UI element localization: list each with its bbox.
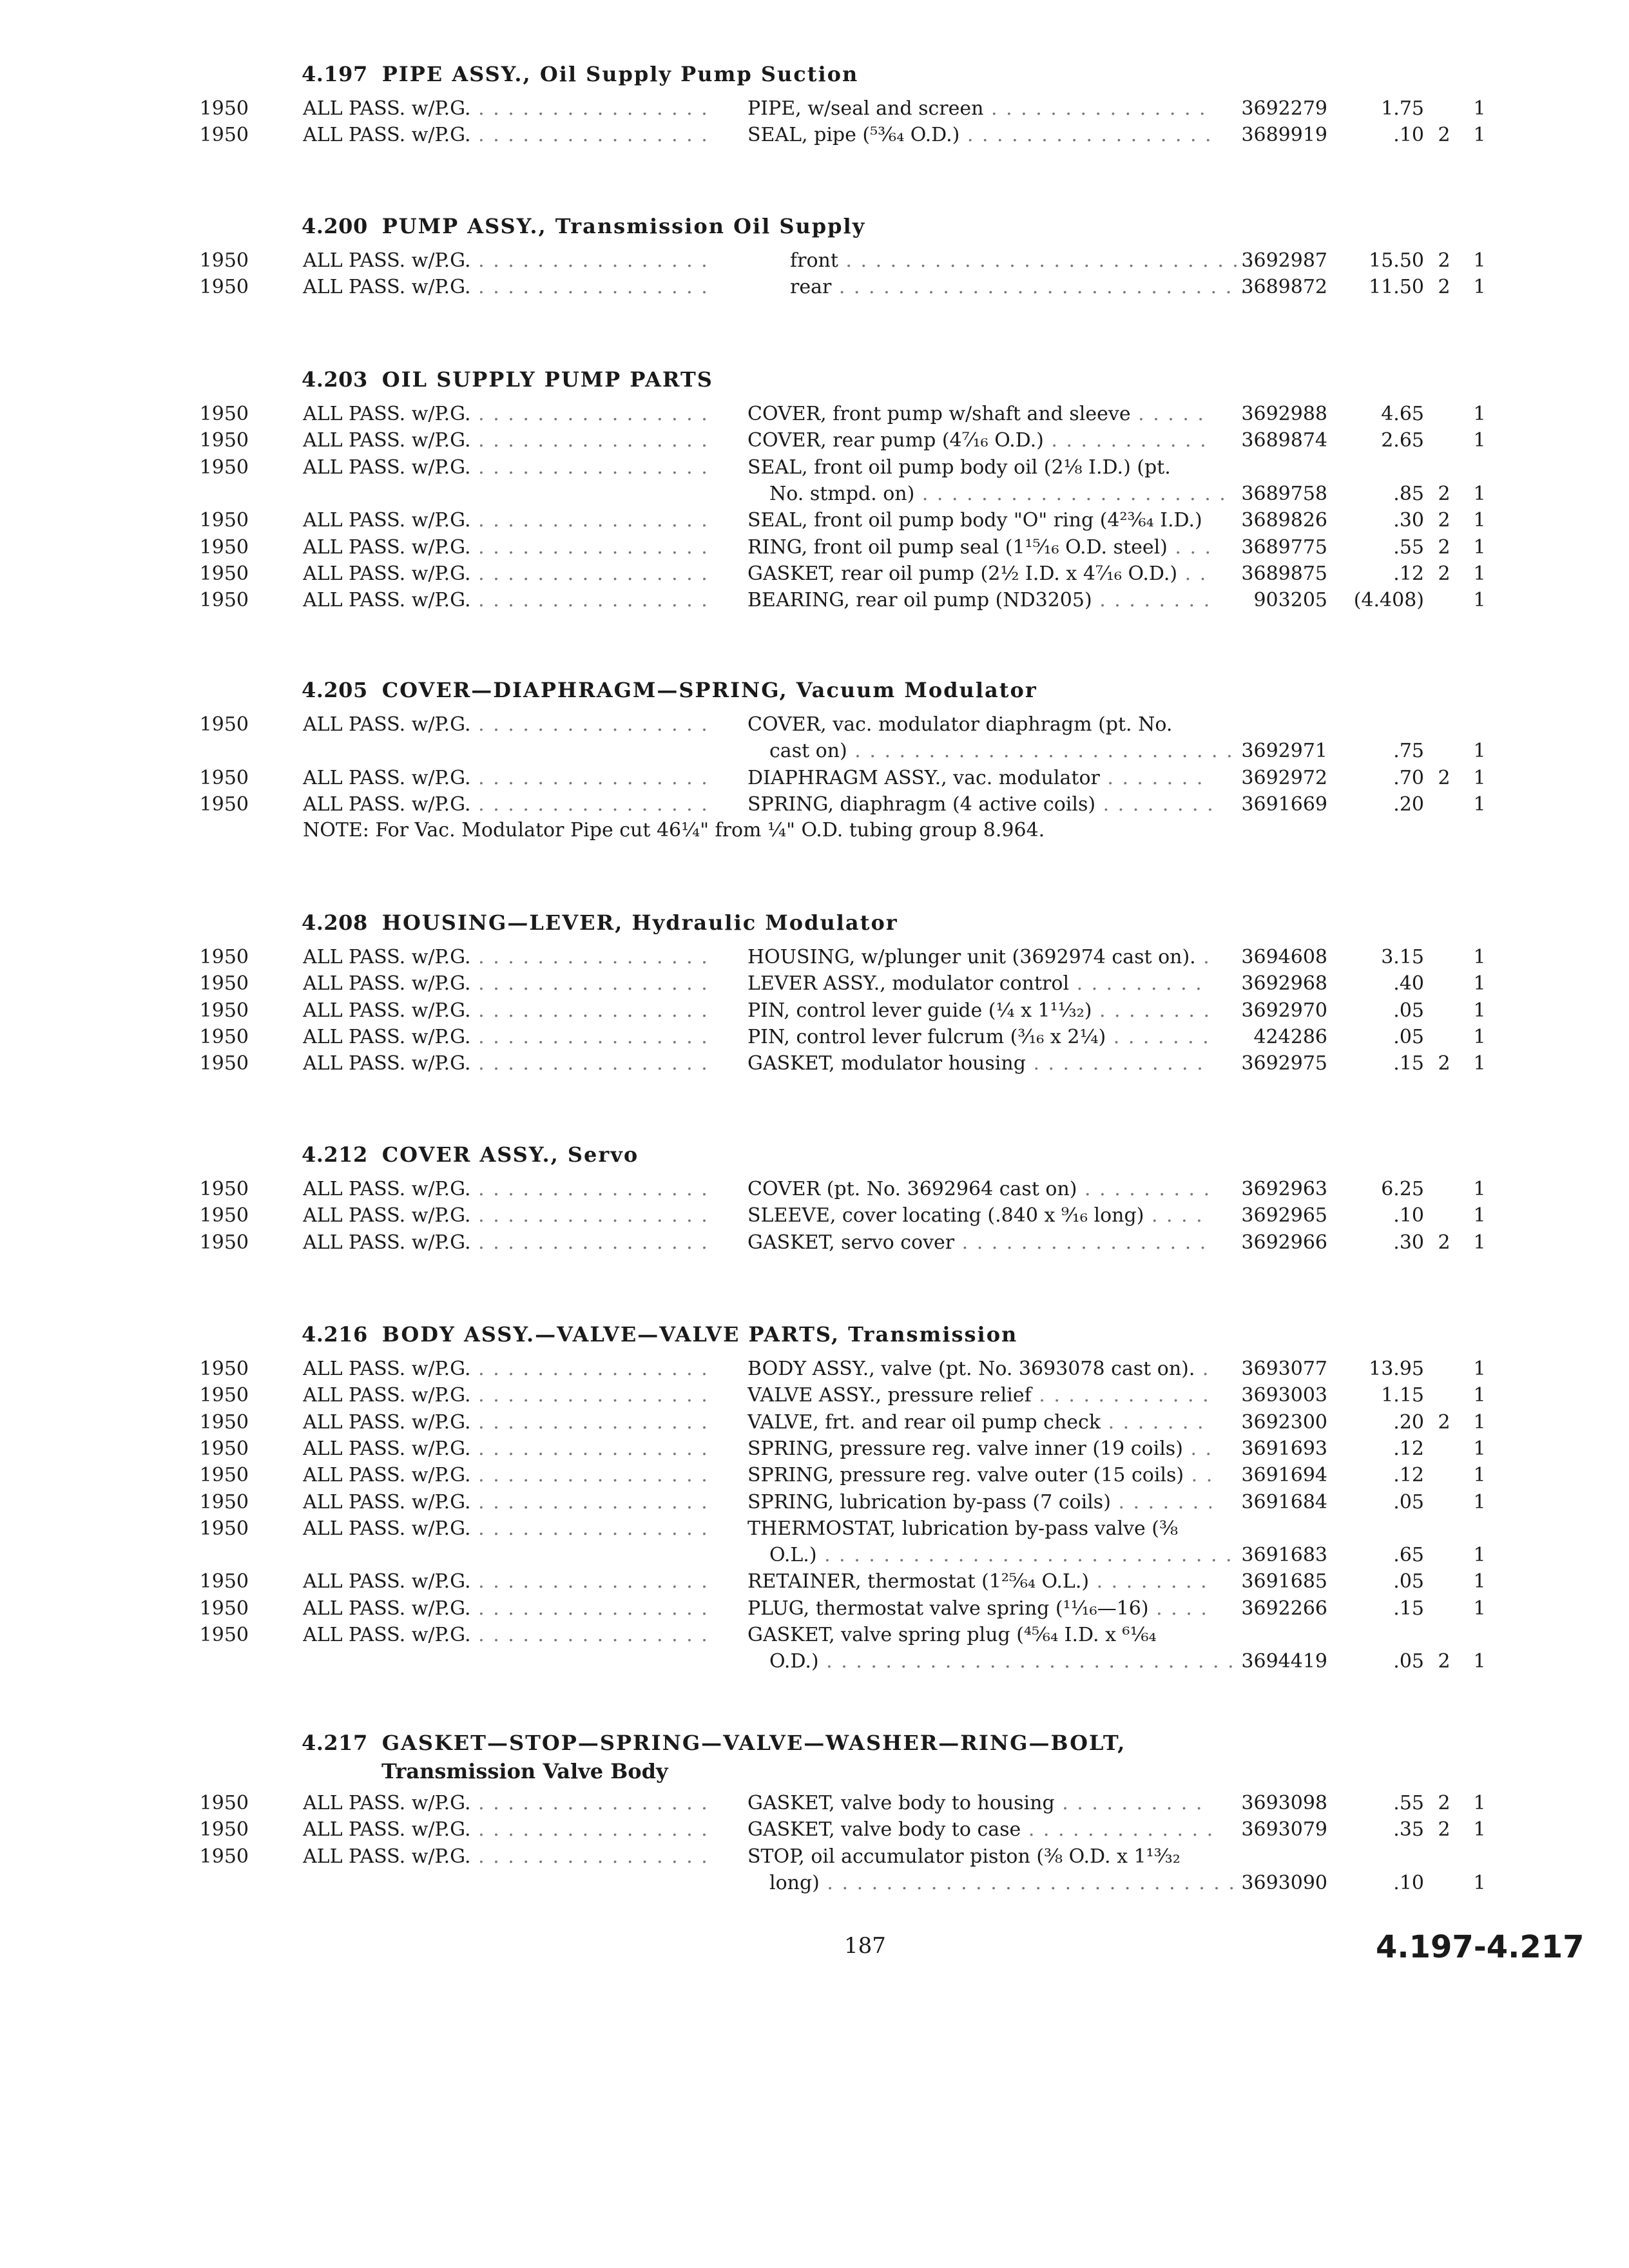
table-row: [0, 454, 1629, 481]
year-cell: 1950: [199, 535, 249, 559]
year-cell: 1950: [199, 1624, 249, 1646]
description-cell: cast on) . . .: [769, 738, 1233, 765]
price-cell: 11.50: [1369, 276, 1424, 299]
part-number-cell: 3691669: [1241, 793, 1327, 816]
quantity-cell: 1: [1473, 1818, 1486, 1841]
model-cell: ALL PASS. w/P.G. . . .: [303, 1816, 709, 1843]
part-number-cell: 3693098: [1241, 1792, 1327, 1814]
model-cell: ALL PASS. w/P.G. . . .: [303, 427, 709, 454]
code-cell: 2: [1438, 482, 1451, 505]
description-cell: PLUG, thermostat valve spring (¹¹⁄₁₆—16) . . .: [747, 1595, 1211, 1622]
quantity-cell: 1: [1473, 972, 1486, 995]
code-cell: 2: [1438, 124, 1451, 147]
year-cell: 1950: [199, 1178, 249, 1200]
year-cell: 1950: [199, 999, 249, 1022]
price-cell: .05: [1393, 1650, 1424, 1673]
table-row: [0, 1515, 1629, 1542]
part-number-cell: 3692965: [1241, 1204, 1327, 1227]
quantity-cell: 1: [1473, 1204, 1486, 1227]
part-number-cell: 3693079: [1241, 1818, 1327, 1841]
section-title: PUMP ASSY., Transmission Oil Supply: [381, 214, 866, 238]
model-cell: ALL PASS. w/P.G. . . .: [303, 1568, 709, 1595]
section-title: GASKET—STOP—SPRING—VALVE—WASHER—RING—BOLT,: [381, 1731, 1126, 1755]
year-cell: 1950: [199, 1597, 249, 1620]
part-number-cell: 3689826: [1241, 509, 1327, 532]
model-cell: ALL PASS. w/P.G. . . .: [303, 561, 709, 588]
year-cell: 1950: [199, 1570, 249, 1593]
description-cell: GASKET, modulator housing . . .: [747, 1050, 1211, 1077]
model-cell: ALL PASS. w/P.G. . . .: [303, 454, 709, 481]
price-cell: .10: [1393, 1204, 1424, 1227]
description-cell: HOUSING, w/plunger unit (3692974 cast on). . . .: [747, 944, 1211, 971]
year-cell: 1950: [199, 1517, 249, 1540]
model-cell: ALL PASS. w/P.G. . . .: [303, 1176, 709, 1203]
description-cell: BODY ASSY., valve (pt. No. 3693078 cast on). . . .: [747, 1356, 1211, 1383]
model-cell: ALL PASS. w/P.G. . . .: [303, 791, 709, 818]
quantity-cell: 1: [1473, 124, 1486, 147]
code-cell: 2: [1438, 766, 1451, 789]
quantity-cell: 1: [1473, 482, 1486, 505]
code-cell: 2: [1438, 249, 1451, 272]
quantity-cell: 1: [1473, 429, 1486, 452]
part-number-cell: 3692266: [1241, 1597, 1327, 1620]
model-cell: ALL PASS. w/P.G. . . .: [303, 944, 709, 971]
code-cell: 2: [1438, 1818, 1451, 1841]
section-number: 4.217: [302, 1731, 368, 1755]
price-cell: 1.75: [1381, 97, 1424, 120]
section-number: 4.197: [302, 62, 368, 86]
description-cell: PIPE, w/seal and screen . . .: [747, 95, 1211, 122]
price-cell: .30: [1393, 509, 1424, 532]
part-number-cell: 3692972: [1241, 766, 1327, 789]
model-cell: ALL PASS. w/P.G. . . .: [303, 247, 709, 274]
quantity-cell: 1: [1473, 509, 1486, 532]
description-cell: VALVE, frt. and rear oil pump check . . .: [747, 1409, 1211, 1436]
code-cell: 2: [1438, 562, 1451, 585]
quantity-cell: 1: [1473, 1178, 1486, 1200]
model-cell: ALL PASS. w/P.G. . . .: [303, 997, 709, 1024]
price-cell: .10: [1393, 124, 1424, 147]
price-cell: 4.65: [1381, 403, 1424, 425]
price-cell: .20: [1393, 793, 1424, 816]
table-row: [0, 1382, 1629, 1409]
model-cell: ALL PASS. w/P.G. . . .: [303, 970, 709, 997]
table-row: [0, 401, 1629, 428]
price-cell: .30: [1393, 1231, 1424, 1254]
year-cell: 1950: [199, 1437, 249, 1460]
code-cell: 2: [1438, 1650, 1451, 1673]
model-cell: ALL PASS. w/P.G. . . .: [303, 1202, 709, 1229]
description-cell: O.L.) . . .: [769, 1542, 1233, 1569]
description-cell: RETAINER, thermostat (1²⁵⁄₆₄ O.L.) . . .: [747, 1568, 1211, 1595]
table-row: [0, 1050, 1629, 1077]
price-cell: .05: [1393, 1490, 1424, 1514]
year-cell: 1950: [199, 972, 249, 995]
part-number-cell: 3692300: [1241, 1410, 1327, 1434]
table-row: [0, 1843, 1629, 1870]
price-cell: .10: [1393, 1871, 1424, 1894]
part-number-cell: 3689875: [1241, 562, 1327, 585]
price-cell: .05: [1393, 999, 1424, 1022]
model-cell: ALL PASS. w/P.G. . . .: [303, 1515, 709, 1542]
part-number-cell: 3693003: [1241, 1384, 1327, 1407]
table-row: [0, 561, 1629, 588]
section-header: [302, 910, 898, 935]
section-title: COVER—DIAPHRAGM—SPRING, Vacuum Modulator: [381, 678, 1037, 702]
model-cell: ALL PASS. w/P.G. . . .: [303, 401, 709, 428]
quantity-cell: 1: [1473, 249, 1486, 272]
code-cell: 2: [1438, 276, 1451, 299]
table-row: [0, 481, 1629, 508]
code-cell: 2: [1438, 1792, 1451, 1814]
quantity-cell: 1: [1473, 1384, 1486, 1407]
quantity-cell: 1: [1473, 1792, 1486, 1814]
price-cell: .55: [1393, 535, 1424, 559]
model-cell: ALL PASS. w/P.G. . . .: [303, 1382, 709, 1409]
part-number-cell: 3692970: [1241, 999, 1327, 1022]
table-row: [0, 1409, 1629, 1436]
description-cell: SEAL, pipe (⁵³⁄₆₄ O.D.) . . .: [747, 122, 1211, 149]
price-cell: .65: [1393, 1544, 1424, 1567]
year-cell: 1950: [199, 456, 249, 479]
table-row: [0, 1595, 1629, 1622]
year-cell: 1950: [199, 713, 249, 736]
year-cell: 1950: [199, 509, 249, 532]
description-cell: SPRING, lubrication by-pass (7 coils) . . .: [747, 1489, 1211, 1516]
quantity-cell: 1: [1473, 946, 1486, 968]
model-cell: ALL PASS. w/P.G. . . .: [303, 587, 709, 614]
code-cell: 2: [1438, 535, 1451, 559]
description-cell: COVER (pt. No. 3692964 cast on) . . .: [747, 1176, 1211, 1203]
price-cell: .75: [1393, 740, 1424, 763]
table-row: [0, 1622, 1629, 1649]
table-row: [0, 534, 1629, 561]
price-cell: 15.50: [1369, 249, 1424, 272]
description-cell: SEAL, front oil pump body oil (2⅛ I.D.) (pt.: [747, 456, 1171, 479]
quantity-cell: 1: [1473, 276, 1486, 299]
price-cell: .05: [1393, 1570, 1424, 1593]
section-header: [302, 62, 858, 86]
description-cell: SPRING, pressure reg. valve inner (19 coils) . . .: [747, 1436, 1211, 1463]
year-cell: 1950: [199, 766, 249, 789]
quantity-cell: 1: [1473, 1358, 1486, 1380]
year-cell: 1950: [199, 276, 249, 299]
table-row: [0, 1568, 1629, 1595]
part-number-cell: 3689758: [1241, 482, 1327, 505]
model-cell: ALL PASS. w/P.G. . . .: [303, 1436, 709, 1463]
part-number-cell: 3689874: [1241, 429, 1327, 452]
table-row: [0, 95, 1629, 122]
year-cell: 1950: [199, 1384, 249, 1407]
table-row: [0, 997, 1629, 1024]
quantity-cell: 1: [1473, 793, 1486, 816]
year-cell: 1950: [199, 1358, 249, 1380]
part-number-cell: 3692963: [1241, 1178, 1327, 1200]
section-header: [302, 367, 713, 392]
table-row: [0, 274, 1629, 301]
quantity-cell: 1: [1473, 1871, 1486, 1894]
price-cell: .70: [1393, 766, 1424, 789]
price-cell: .85: [1393, 482, 1424, 505]
quantity-cell: 1: [1473, 403, 1486, 425]
description-cell: DIAPHRAGM ASSY., vac. modulator . . .: [747, 765, 1211, 792]
model-cell: ALL PASS. w/P.G. . . .: [303, 1489, 709, 1516]
part-number-cell: 3693090: [1241, 1871, 1327, 1894]
table-row: [0, 1229, 1629, 1256]
description-cell: COVER, rear pump (4⁷⁄₁₆ O.D.) . . .: [747, 427, 1211, 454]
part-number-cell: 3694608: [1241, 946, 1327, 968]
year-cell: 1950: [199, 429, 249, 452]
section-number: 4.216: [302, 1322, 368, 1347]
part-number-cell: 3692987: [1241, 249, 1327, 272]
description-cell: THERMOSTAT, lubrication by-pass valve (⅜: [747, 1517, 1179, 1540]
description-cell: GASKET, valve spring plug (⁴⁵⁄₆₄ I.D. x ⁶¹⁄₆₄: [747, 1624, 1157, 1646]
part-number-cell: 3689775: [1241, 535, 1327, 559]
quantity-cell: 1: [1473, 535, 1486, 559]
model-cell: ALL PASS. w/P.G. . . .: [303, 274, 709, 301]
table-row: [0, 1489, 1629, 1516]
part-number-cell: 424286: [1253, 1025, 1327, 1048]
code-cell: 2: [1438, 1231, 1451, 1254]
quantity-cell: 1: [1473, 1052, 1486, 1075]
year-cell: 1950: [199, 1845, 249, 1868]
quantity-cell: 1: [1473, 1231, 1486, 1254]
year-cell: 1950: [199, 97, 249, 120]
model-cell: ALL PASS. w/P.G. . . .: [303, 1050, 709, 1077]
year-cell: 1950: [199, 1410, 249, 1434]
part-number-cell: 3691694: [1241, 1464, 1327, 1487]
table-row: [0, 1648, 1629, 1675]
year-cell: 1950: [199, 249, 249, 272]
quantity-cell: 1: [1473, 1464, 1486, 1487]
year-cell: 1950: [199, 1818, 249, 1841]
description-cell: GASKET, valve body to housing . . .: [747, 1790, 1211, 1817]
table-row: [0, 1790, 1629, 1817]
section-header: [302, 1142, 639, 1167]
quantity-cell: 1: [1473, 1410, 1486, 1434]
model-cell: ALL PASS. w/P.G. . . .: [303, 1229, 709, 1256]
part-number-cell: 3691684: [1241, 1490, 1327, 1514]
table-row: [0, 1356, 1629, 1383]
part-number-cell: 3693077: [1241, 1358, 1327, 1380]
section-title: COVER ASSY., Servo: [381, 1142, 639, 1167]
price-cell: .12: [1393, 1437, 1424, 1460]
year-cell: 1950: [199, 1231, 249, 1254]
table-row: [0, 247, 1629, 274]
table-row: [0, 765, 1629, 792]
price-cell: 1.15: [1381, 1384, 1424, 1407]
page-number: 187: [844, 1933, 886, 1959]
model-cell: ALL PASS. w/P.G. . . .: [303, 1622, 709, 1649]
description-cell: BEARING, rear oil pump (ND3205) . . .: [747, 587, 1211, 614]
group-range: 4.197-4.217: [1376, 1929, 1585, 1965]
part-number-cell: 3694419: [1241, 1650, 1327, 1673]
part-number-cell: 3692968: [1241, 972, 1327, 995]
table-row: [0, 1176, 1629, 1203]
part-number-cell: 3691683: [1241, 1544, 1327, 1567]
price-cell: 2.65: [1381, 429, 1424, 452]
table-row: [0, 1870, 1629, 1897]
table-row: [0, 122, 1629, 149]
model-cell: ALL PASS. w/P.G. . . .: [303, 122, 709, 149]
section-title: OIL SUPPLY PUMP PARTS: [381, 367, 713, 392]
description-cell: rear . . .: [790, 274, 1254, 301]
year-cell: 1950: [199, 124, 249, 147]
model-cell: ALL PASS. w/P.G. . . .: [303, 1356, 709, 1383]
price-cell: .40: [1393, 972, 1424, 995]
part-number-cell: 3691693: [1241, 1437, 1327, 1460]
table-row: [0, 1542, 1629, 1569]
quantity-cell: 1: [1473, 1025, 1486, 1048]
part-number-cell: 3692966: [1241, 1231, 1327, 1254]
table-row: [0, 1024, 1629, 1051]
section-header: [302, 214, 865, 238]
table-row: [0, 507, 1629, 534]
price-cell: 3.15: [1381, 946, 1424, 968]
description-cell: PIN, control lever guide (¼ x 1¹¹⁄₃₂) . . .: [747, 997, 1211, 1024]
quantity-cell: 1: [1473, 1490, 1486, 1514]
quantity-cell: 1: [1473, 1570, 1486, 1593]
description-cell: COVER, front pump w/shaft and sleeve . . .: [747, 401, 1211, 428]
description-cell: O.D.) . . .: [769, 1648, 1233, 1675]
section-header: [302, 1322, 1017, 1347]
table-row: [0, 427, 1629, 454]
quantity-cell: 1: [1473, 1650, 1486, 1673]
table-row: [0, 791, 1629, 818]
description-cell: RING, front oil pump seal (1¹⁵⁄₁₆ O.D. steel) . . .: [747, 534, 1211, 561]
description-cell: SLEEVE, cover locating (.840 x ⁹⁄₁₆ long) . . .: [747, 1202, 1211, 1229]
model-cell: ALL PASS. w/P.G. . . .: [303, 765, 709, 792]
quantity-cell: 1: [1473, 740, 1486, 763]
table-row: [0, 1436, 1629, 1463]
description-cell: SEAL, front oil pump body "O" ring (4²³⁄₆₄ I.D.) . . .: [747, 507, 1211, 534]
section-title: HOUSING—LEVER, Hydraulic Modulator: [381, 910, 898, 935]
section-number: 4.200: [302, 214, 368, 238]
table-row: [0, 1816, 1629, 1843]
description-cell: LEVER ASSY., modulator control . . .: [747, 970, 1211, 997]
code-cell: 2: [1438, 1052, 1451, 1075]
price-cell: .35: [1393, 1818, 1424, 1841]
price-cell: 13.95: [1369, 1358, 1424, 1380]
section-title-continued: Transmission Valve Body: [381, 1759, 668, 1783]
section-title: BODY ASSY.—VALVE—VALVE PARTS, Transmission: [381, 1322, 1018, 1347]
year-cell: 1950: [199, 946, 249, 968]
model-cell: ALL PASS. w/P.G. . . .: [303, 1595, 709, 1622]
year-cell: 1950: [199, 1025, 249, 1048]
price-cell: .20: [1393, 1410, 1424, 1434]
price-cell: .55: [1393, 1792, 1424, 1814]
quantity-cell: 1: [1473, 562, 1486, 585]
year-cell: 1950: [199, 1464, 249, 1487]
section-header: [302, 678, 1037, 702]
quantity-cell: 1: [1473, 1437, 1486, 1460]
year-cell: 1950: [199, 562, 249, 585]
price-cell: .12: [1393, 1464, 1424, 1487]
quantity-cell: 1: [1473, 1544, 1486, 1567]
year-cell: 1950: [199, 1490, 249, 1514]
section-note: NOTE: For Vac. Modulator Pipe cut 46¼" from ¼" O.D. tubing group 8.964.: [303, 819, 1045, 842]
model-cell: ALL PASS. w/P.G. . . .: [303, 507, 709, 534]
quantity-cell: 1: [1473, 97, 1486, 120]
section-number: 4.205: [302, 678, 368, 702]
table-row: [0, 1202, 1629, 1229]
section-number: 4.212: [302, 1142, 368, 1167]
description-cell: SPRING, diaphragm (4 active coils) . . .: [747, 791, 1211, 818]
table-row: [0, 738, 1629, 765]
description-cell: SPRING, pressure reg. valve outer (15 coils) . . .: [747, 1462, 1211, 1489]
price-cell: .15: [1393, 1052, 1424, 1075]
year-cell: 1950: [199, 589, 249, 612]
description-cell: front . . .: [790, 247, 1254, 274]
description-cell: long) . . .: [769, 1870, 1233, 1897]
model-cell: ALL PASS. w/P.G. . . .: [303, 534, 709, 561]
model-cell: ALL PASS. w/P.G. . . .: [303, 1843, 709, 1870]
description-cell: GASKET, valve body to case . . .: [747, 1816, 1211, 1843]
description-cell: VALVE ASSY., pressure relief . . .: [747, 1382, 1211, 1409]
section-header: [302, 1731, 1126, 1755]
part-number-cell: 903205: [1253, 589, 1327, 612]
year-cell: 1950: [199, 1204, 249, 1227]
model-cell: ALL PASS. w/P.G. . . .: [303, 95, 709, 122]
part-number-cell: 3692988: [1241, 403, 1327, 425]
price-cell: 6.25: [1381, 1178, 1424, 1200]
year-cell: 1950: [199, 1052, 249, 1075]
price-cell: (4.408): [1353, 589, 1424, 612]
year-cell: 1950: [199, 1792, 249, 1814]
description-cell: No. stmpd. on) . . .: [769, 481, 1233, 508]
table-row: [0, 1462, 1629, 1489]
model-cell: ALL PASS. w/P.G. . . .: [303, 1409, 709, 1436]
price-cell: .05: [1393, 1025, 1424, 1048]
price-cell: .12: [1393, 562, 1424, 585]
part-number-cell: 3691685: [1241, 1570, 1327, 1593]
description-cell: COVER, vac. modulator diaphragm (pt. No.: [747, 713, 1173, 736]
part-number-cell: 3692279: [1241, 97, 1327, 120]
price-cell: .15: [1393, 1597, 1424, 1620]
year-cell: 1950: [199, 793, 249, 816]
quantity-cell: 1: [1473, 589, 1486, 612]
section-title: PIPE ASSY., Oil Supply Pump Suction: [381, 62, 859, 86]
part-number-cell: 3692971: [1241, 740, 1327, 763]
code-cell: 2: [1438, 509, 1451, 532]
table-row: [0, 587, 1629, 614]
section-number: 4.208: [302, 910, 368, 935]
part-number-cell: 3692975: [1241, 1052, 1327, 1075]
part-number-cell: 3689919: [1241, 124, 1327, 147]
model-cell: ALL PASS. w/P.G. . . .: [303, 1462, 709, 1489]
code-cell: 2: [1438, 1410, 1451, 1434]
table-row: [0, 970, 1629, 997]
model-cell: ALL PASS. w/P.G. . . .: [303, 1790, 709, 1817]
quantity-cell: 1: [1473, 1597, 1486, 1620]
part-number-cell: 3689872: [1241, 276, 1327, 299]
year-cell: 1950: [199, 403, 249, 425]
model-cell: ALL PASS. w/P.G. . . .: [303, 711, 709, 738]
section-number: 4.203: [302, 367, 368, 392]
table-row: [0, 944, 1629, 971]
table-row: [0, 711, 1629, 738]
description-cell: PIN, control lever fulcrum (³⁄₁₆ x 2¼) . . .: [747, 1024, 1211, 1051]
description-cell: GASKET, servo cover . . .: [747, 1229, 1211, 1256]
quantity-cell: 1: [1473, 999, 1486, 1022]
quantity-cell: 1: [1473, 766, 1486, 789]
description-cell: STOP, oil accumulator piston (⅜ O.D. x 1¹³⁄₃₂: [747, 1845, 1181, 1868]
model-cell: ALL PASS. w/P.G. . . .: [303, 1024, 709, 1051]
description-cell: GASKET, rear oil pump (2½ I.D. x 4⁷⁄₁₆ O.D.) . . .: [747, 561, 1211, 588]
